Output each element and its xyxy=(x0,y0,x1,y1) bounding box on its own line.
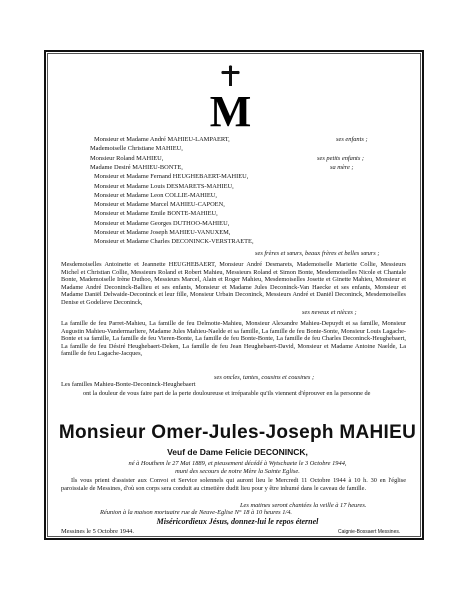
deceased-name: Monsieur Omer-Jules-Joseph MAHIEU xyxy=(58,422,417,443)
announcement: ont la douleur de vous faire part de la perte douloureuse et irréparable qu'ils viennent d'éprouver en la personne de xyxy=(83,390,371,397)
family-member: Monsieur et Madame Marcel MAHIEU-CAPOEN, xyxy=(94,201,225,209)
cross-monogram-emblem xyxy=(196,64,266,134)
place-date: Messines le 5 Octobre 1944. xyxy=(61,528,134,535)
siblings-label: ses frères et sœurs, beaux frères et belles sœurs ; xyxy=(255,250,380,257)
family-member: Monsieur et Madame Charles DECONINCK-VERSTRAETE, xyxy=(94,238,254,246)
relationship-label: sa mère ; xyxy=(330,163,354,171)
family-member: Monsieur et Madame Fernand HEUGHEBAERT-MAHIEU, xyxy=(94,173,249,181)
meeting: Réunion à la maison mortuaire rue de Neuve-Eglise N° 18 à 10 heures 1/4. xyxy=(100,509,292,516)
family-member: Mademoiselle Christiane MAHIEU, xyxy=(90,145,183,153)
families-label: ses oncles, tantes, cousins et cousines ; xyxy=(214,374,315,381)
families-last: Les familles Mahieu-Bonte-Deconinck-Heughebaert xyxy=(61,381,196,388)
birth-death: né à Houthem le 27 Mai 1889, et pieusement décédé à Wytschaete le 3 Octobre 1944, xyxy=(128,460,347,467)
family-member: Monsieur et Madame Louis DESMARETS-MAHIEU, xyxy=(94,182,234,190)
family-member: Monsieur Roland MAHIEU, xyxy=(90,154,164,162)
families-block: La famille de feu Parret-Mahieu, La famille de feu Delmotte-Mahieu, Monsieur Alexandre Mahieu-Depuydt et sa famille, Monsieur Augustin Mahieu-Vandermarliere, Madame Jules Mahieu-Naelde et sa famille, La famille de feu Bonte-Sonte, Monsieur Louis Lagache-Bonte et sa famille, La famille de feu Vieren-Bonte, La famille de feu Bonte-Bonte, La famille de feu Charles Deconinck-Heughebaert, La famille de feu Désiré Heughebaert-Deken, La famille de feu Jean Heughebaert-David, Monsieur et Madame Antoine Naelde, La famille de feu Lagache-Jacques, xyxy=(61,320,406,358)
nephews-label: ses neveux et nièces ; xyxy=(302,309,357,316)
family-member: Monsieur et Madame Joseph MAHIEU-VANUXEM, xyxy=(94,229,231,236)
monogram-letter: M xyxy=(209,87,252,134)
widower-line: Veuf de Dame Felicie DECONINCK, xyxy=(167,447,308,457)
family-member: Madame Desiré MAHIEU-BONTE, xyxy=(90,163,183,171)
family-member: Monsieur et Madame Emile BONTE-MAHIEU, xyxy=(94,210,218,218)
relationship-label: ses enfants ; xyxy=(336,136,368,143)
prayer: Miséricordieux Jésus, donnez-lui le repos éternel xyxy=(156,517,319,526)
family-member: Monsieur et Madame André MAHIEU-LAMPAERT, xyxy=(94,136,230,143)
sacraments: muni des secours de notre Mère la Sainte Eglise. xyxy=(175,468,300,475)
relationship-label: ses petits enfants ; xyxy=(317,154,365,162)
vigil: Les matines seront chantées la veille à 17 heures. xyxy=(240,502,367,509)
family-member: Monsieur et Madame Leon COLLIE-MAHIEU, xyxy=(94,191,217,199)
nephews-block: Mesdemoiselles Antoinette et Jeannette HEUGHEBAERT, Monsieur André Desmarets, Mademoiselle Mariette Collie, Messieurs Michel et Christian Collie, Messieurs Roland et Robert Mahieu, Messieurs Roland et Simon Bonte, Mesdemoiselles Nicole et Chantale Bonte, Mademoiselle Irène Duthoo, Messieurs Marcel, Alain et Roger Mahieu, Mesdemoiselles Josette et Ginette Mahieu, Monsieur et Madame André Deconinck-Ballieu et ses enfants, Monsieur et Madame Jules Deconinck-Van Haecke et ses enfants, Monsieur et Madame Daniël Delwaide-Deconinck et leur fille, Monsieur Urbain Deconinck, Messieurs André et Daniël Deconinck, Mesdemoiselles Denise et Godelieve Deconinck, xyxy=(61,261,406,306)
family-member: Monsieur et Madame Georges DUTHOO-MAHIEU, xyxy=(94,219,230,227)
printer-credit: Caignie-Bossaert Messines. xyxy=(338,529,401,535)
invitation: Ils vous prient d'assister aux Convoi et Service solennels qui auront lieu le Mercredi 11 Octobre 1944 à 10 h. 30 en l'église paroissiale de Messines, d'où son corps sera conduit au cimetière dudit lieu pour y être inhumé dans le caveau de famille. xyxy=(61,477,406,492)
